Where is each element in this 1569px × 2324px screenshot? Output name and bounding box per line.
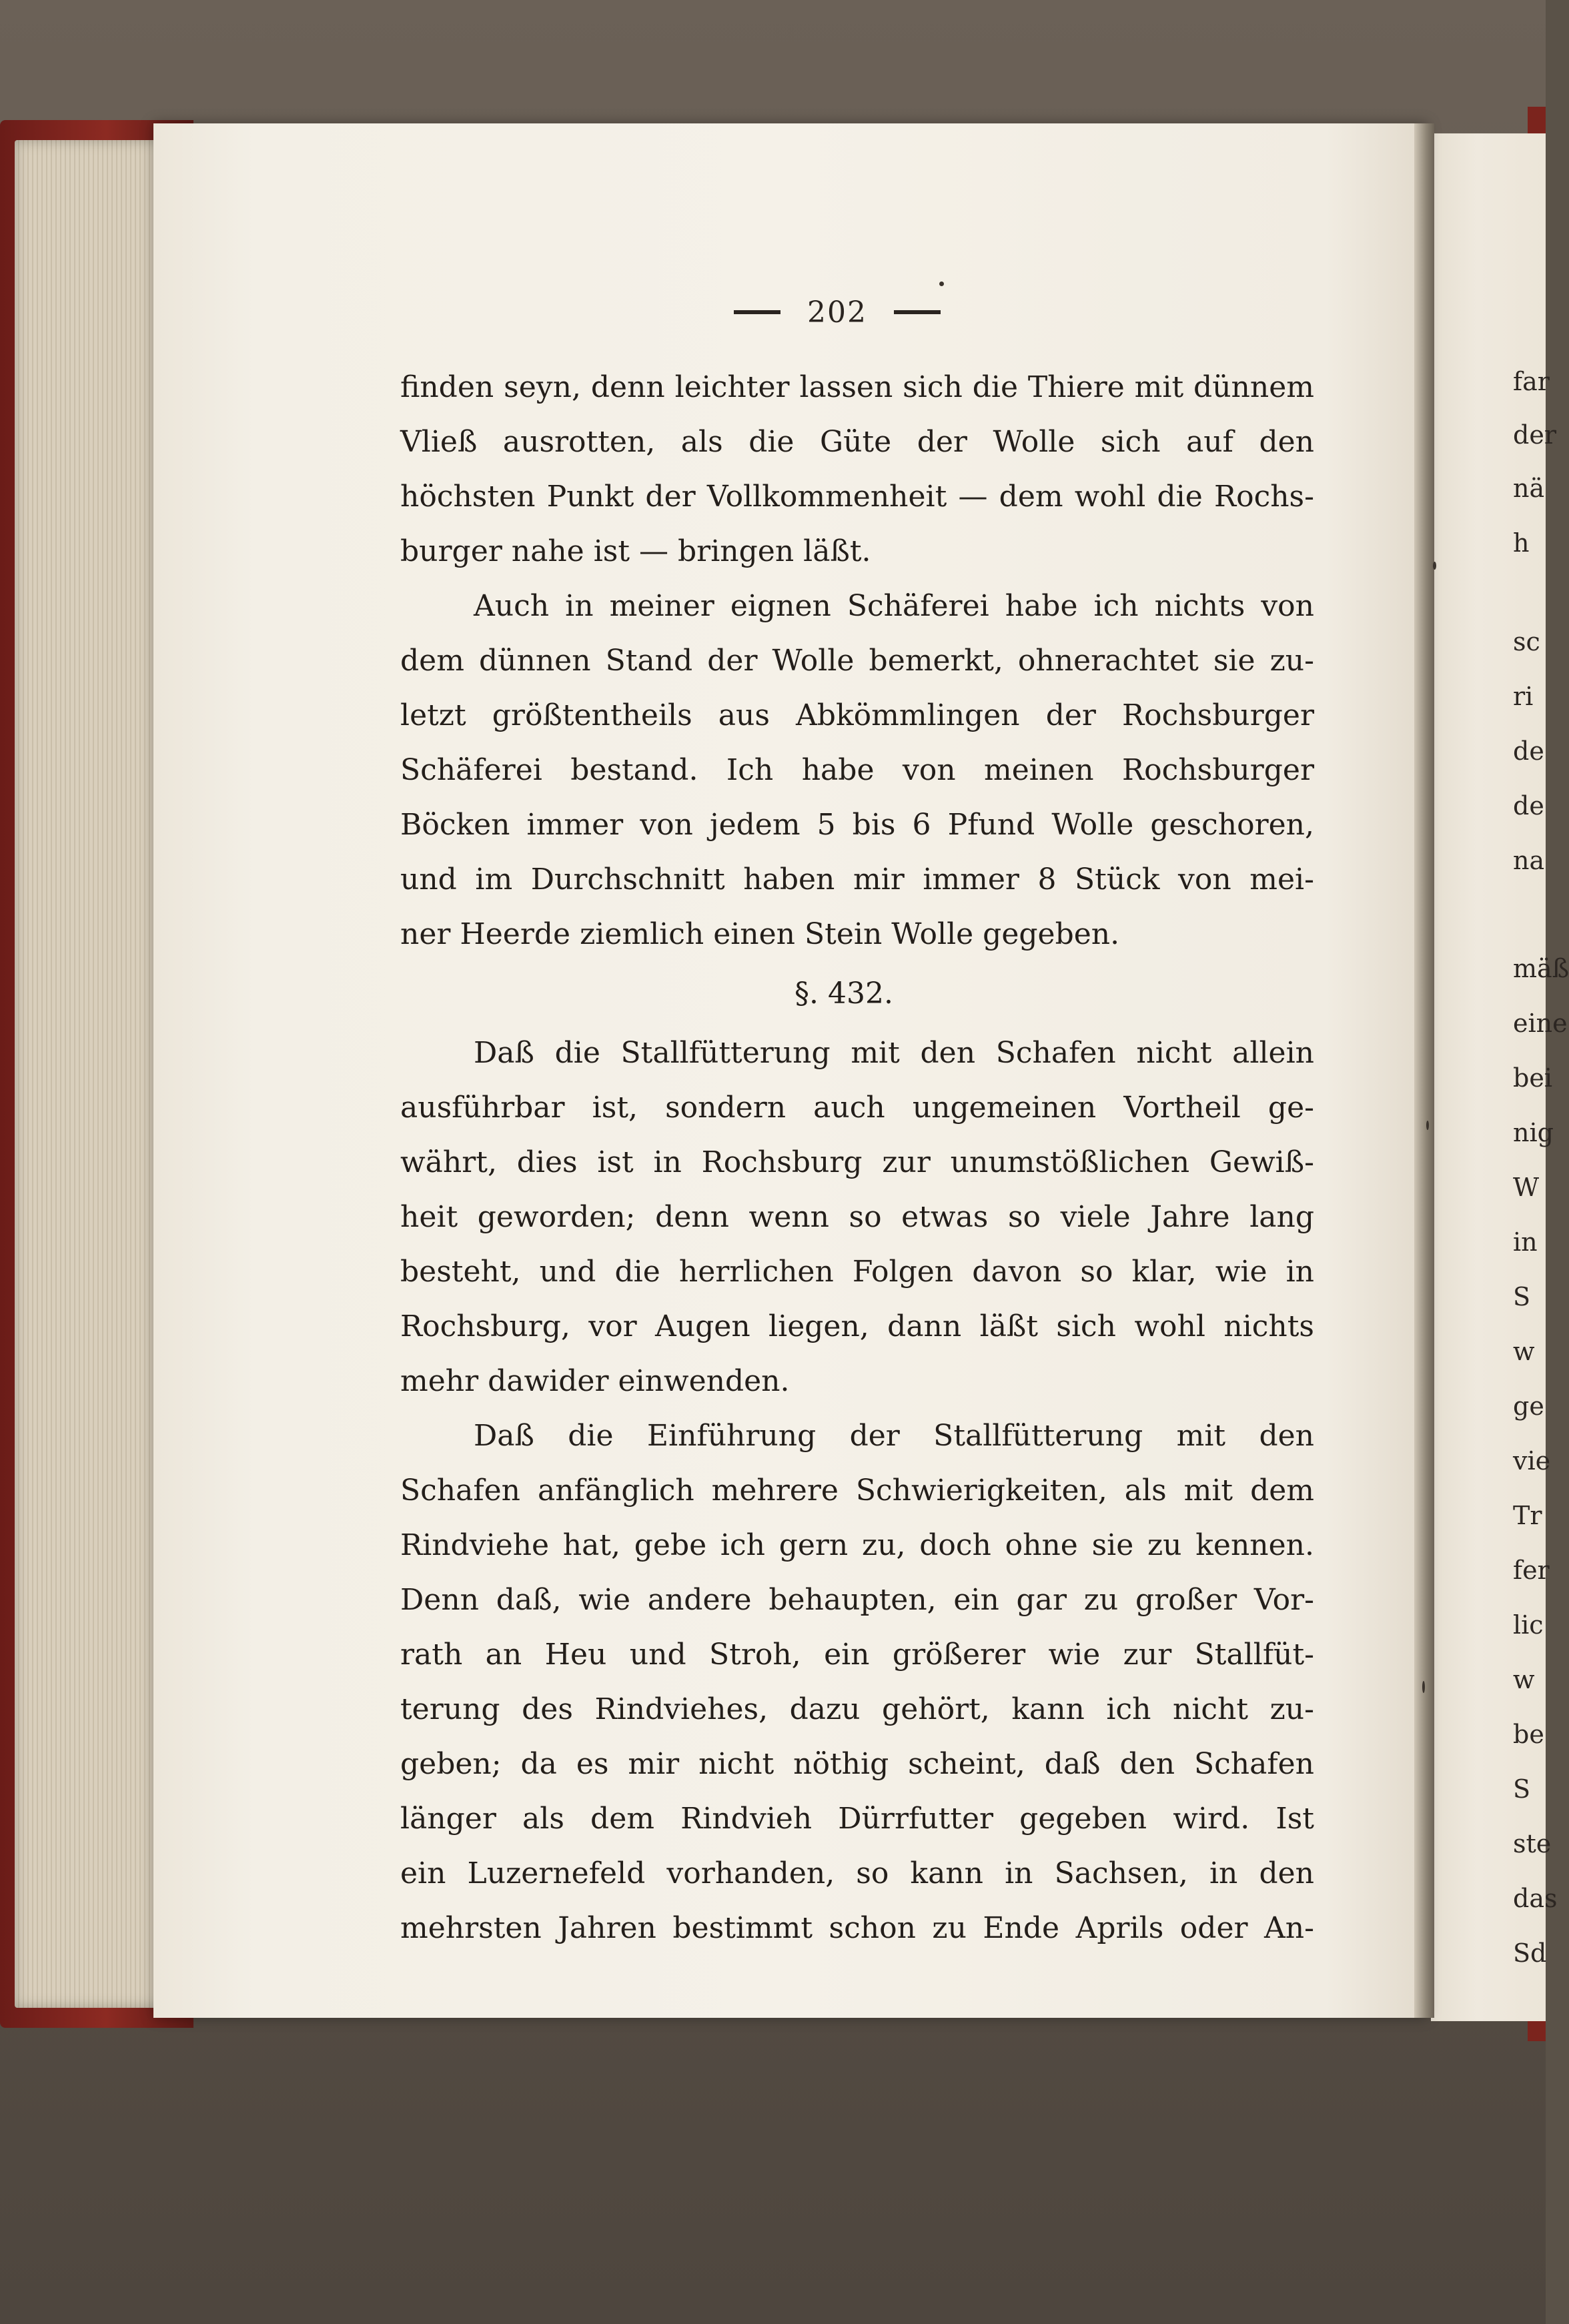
- text-line: währt, dies ist in Rochsburg zur unumstößlichen Gewiß-: [400, 1145, 1314, 1179]
- page-header: [694, 292, 981, 332]
- section-heading: §. 432.: [795, 977, 893, 1011]
- text-line: Rindviehe hat, gebe ich gern zu, doch ohne sie zu kennen.: [400, 1528, 1314, 1562]
- header-dash-right: [894, 310, 941, 314]
- text-line: und im Durchschnitt haben mir immer 8 Stück von mei-: [400, 862, 1314, 897]
- text-line: höchsten Punkt der Vollkommenheit — dem wohl die Rochs-: [400, 480, 1314, 514]
- adjacent-fragment: lic: [1513, 1610, 1544, 1640]
- adjacent-fragment: S: [1513, 1282, 1531, 1311]
- text-line: terung des Rindviehes, dazu gehört, kann ich nicht zu-: [400, 1692, 1314, 1726]
- text-line: mehr dawider einwenden.: [400, 1364, 790, 1398]
- paper-speck: [939, 281, 944, 286]
- paragraph: [400, 579, 1314, 962]
- text-line: heit geworden; denn wenn so etwas so viele Jahre lang: [400, 1200, 1314, 1234]
- text-line: Auch in meiner eignen Schäferei habe ich nichts von: [474, 589, 1314, 623]
- text-line: Schafen anfänglich mehrere Schwierigkeiten, als mit dem: [400, 1474, 1314, 1508]
- text-line: ner Heerde ziemlich einen Stein Wolle gegeben.: [400, 917, 1120, 951]
- text-line: mehrsten Jahren bestimmt schon zu Ende Aprils oder An-: [400, 1911, 1314, 1945]
- text-line: länger als dem Rindvieh Dürrfutter gegeben wird. Ist: [400, 1802, 1314, 1836]
- text-line: letzt größtentheils aus Abkömmlingen der Rochsburger: [400, 698, 1314, 732]
- adjacent-fragment: vie: [1513, 1446, 1551, 1476]
- adjacent-fragment: ste: [1513, 1829, 1552, 1858]
- text-line: Rochsburg, vor Augen liegen, dann läßt sich wohl nichts: [400, 1309, 1314, 1343]
- adjacent-fragment: ri: [1513, 682, 1534, 711]
- adjacent-fragment: h: [1513, 528, 1530, 558]
- adjacent-fragment: be: [1513, 1720, 1544, 1749]
- adjacent-fragment: nig: [1513, 1118, 1554, 1147]
- adjacent-fragment: Sd: [1513, 1938, 1547, 1968]
- paragraph: [400, 1026, 1314, 1409]
- adjacent-fragment: W: [1513, 1173, 1540, 1202]
- adjacent-fragment: w: [1513, 1337, 1535, 1366]
- adjacent-fragment: de: [1513, 791, 1544, 820]
- adjacent-fragment: S: [1513, 1774, 1531, 1804]
- text-line: geben; da es mir nicht nöthig scheint, daß den Schafen: [400, 1747, 1314, 1781]
- adjacent-fragment: na: [1513, 846, 1545, 875]
- book-gutter: [1414, 123, 1434, 2018]
- text-line: Böcken immer von jedem 5 bis 6 Pfund Wolle geschoren,: [400, 808, 1314, 842]
- page-text: [400, 360, 1314, 1956]
- paper-speck: [1433, 562, 1436, 570]
- paragraph: [400, 360, 1314, 579]
- header-dash-left: [734, 310, 780, 314]
- text-line: Daß die Stallfütterung mit den Schafen nicht allein: [474, 1036, 1314, 1070]
- text-line: burger nahe ist — bringen läßt.: [400, 534, 871, 568]
- adjacent-fragment: bei: [1513, 1063, 1552, 1093]
- text-line: Vließ ausrotten, als die Güte der Wolle sich auf den: [400, 425, 1314, 459]
- text-line: finden seyn, denn leichter lassen sich die Thiere mit dünnem: [400, 370, 1314, 404]
- adjacent-fragment: de: [1513, 736, 1544, 766]
- text-line: ein Luzernefeld vorhanden, so kann in Sachsen, in den: [400, 1856, 1314, 1890]
- adjacent-fragment: fer: [1513, 1556, 1550, 1585]
- adjacent-fragment: far: [1513, 367, 1550, 396]
- adjacent-fragment: eine: [1513, 1009, 1568, 1038]
- adjacent-fragment: nä: [1513, 474, 1545, 503]
- text-line: besteht, und die herrlichen Folgen davon so klar, wie in: [400, 1255, 1314, 1289]
- adjacent-fragment: sc: [1513, 627, 1540, 656]
- paper-speck: [1426, 1121, 1429, 1130]
- adjacent-fragment: in: [1513, 1227, 1538, 1257]
- adjacent-fragment: w: [1513, 1665, 1535, 1694]
- text-line: dem dünnen Stand der Wolle bemerkt, ohnerachtet sie zu-: [400, 644, 1314, 678]
- text-line: Schäferei bestand. Ich habe von meinen Rochsburger: [400, 753, 1314, 787]
- adjacent-fragment: mäß: [1513, 954, 1569, 983]
- adjacent-fragment: Tr: [1513, 1501, 1542, 1530]
- page-number: 202: [807, 295, 867, 330]
- adjacent-fragment: der: [1513, 420, 1556, 450]
- text-line: Daß die Einführung der Stallfütterung mit den: [474, 1419, 1314, 1453]
- adjacent-fragment: ge: [1513, 1391, 1544, 1421]
- paragraph: [400, 1409, 1314, 1956]
- paper-speck: [1422, 1681, 1425, 1693]
- text-line: Denn daß, wie andere behaupten, ein gar zu großer Vor-: [400, 1583, 1314, 1617]
- text-line: ausführbar ist, sondern auch ungemeinen Vortheil ge-: [400, 1091, 1314, 1125]
- text-line: rath an Heu und Stroh, ein größerer wie zur Stallfüt-: [400, 1638, 1314, 1672]
- adjacent-fragment: das: [1513, 1884, 1558, 1913]
